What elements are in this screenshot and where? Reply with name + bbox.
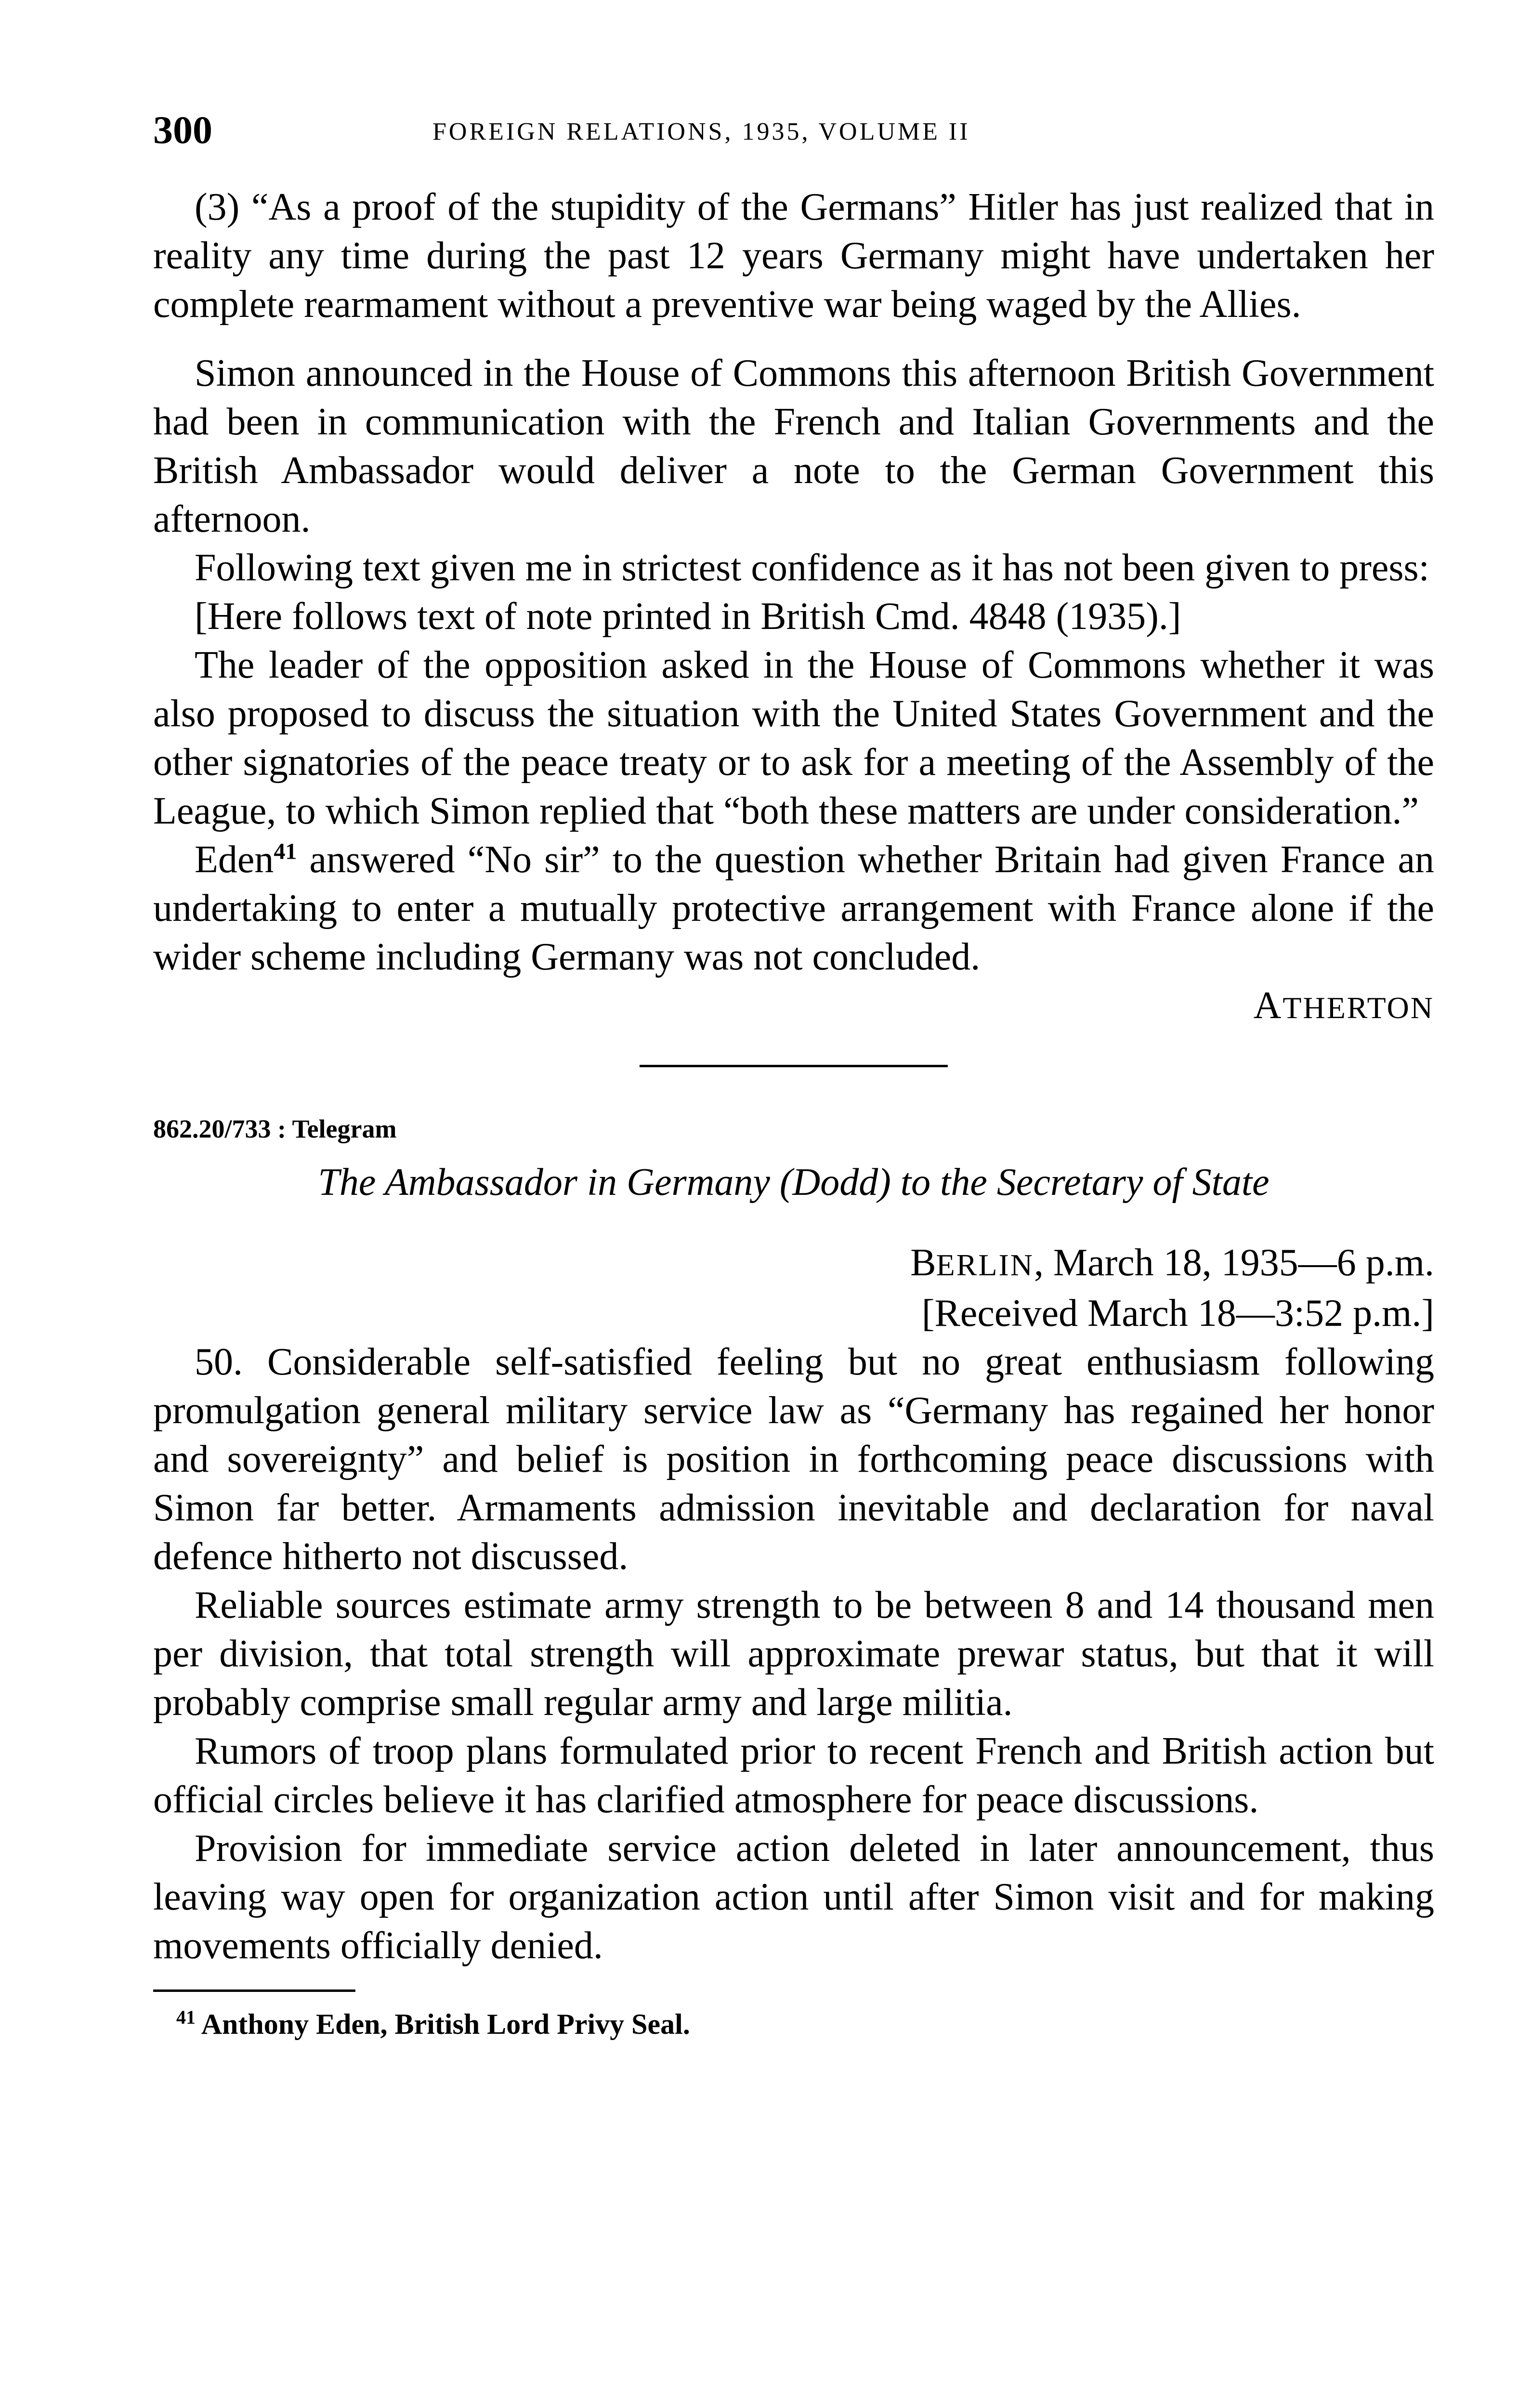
page-number: 300 — [153, 108, 212, 152]
footnote-divider — [153, 1989, 355, 1992]
footnote-41 — [153, 2002, 1434, 2046]
file-number: 862.20/733 : Telegram — [153, 1114, 397, 1143]
paragraph-service-action: Provision for immediate service action deleted in later announcement, thus leaving way open for organization action until after Simon visit and for making movements officially denied. — [153, 1827, 1434, 1967]
paragraph-eden-answer — [153, 836, 1434, 982]
paragraph-note-reference: [Here follows text of note printed in British Cmd. 4848 (1935).] — [195, 595, 1181, 638]
paragraph-military-service-law: 50. Considerable self-satisfied feeling but no great enthusiasm following promulgation general military service law as “Germany has regained her honor and sovereignty” and belief is position in forthcoming peace discussions with Simon far better. Armaments admission inevitable and declaration for naval defence hitherto not discussed. — [153, 1341, 1434, 1578]
paragraph-simon-announcement: Simon announced in the House of Commons this afternoon British Government had been in communication with the French and Italian Governments and the British Ambassador would deliver a note to the German Government this afternoon. — [153, 352, 1434, 540]
eden-answer-text: answered “No sir” to the question whether Britain had given France an undertaking to enter a mutually protective arrangement with France alone if the wider scheme including Germany was not concluded. — [153, 838, 1434, 978]
paragraph-army-strength: Reliable sources estimate army strength to be between 8 and 14 thousand men per division, that total strength will approximate prewar status, but that it will probably comprise small regular army and large militia. — [153, 1584, 1434, 1724]
running-head — [153, 106, 1434, 154]
header-title: FOREIGN RELATIONS, 1935, VOLUME II — [432, 118, 970, 145]
footnote-ref-41: 41 — [274, 838, 297, 864]
paragraph-hitler-realization: (3) “As a proof of the stupidity of the Germans” Hitler has just realized that in reality any time during the past 12 years Germany might have undertaken her complete rearmament without a preventive war being waged by the Allies. — [153, 186, 1434, 326]
received-line: [Received March 18—3:52 p.m.] — [921, 1292, 1434, 1335]
paragraph-opposition-question: The leader of the opposition asked in the House of Commons whether it was also proposed to discuss the situation with the United States Government and the other signatories of the peace treaty or to ask for a meeting of the Assembly of the League, to which Simon replied that “both these matters are under consideration.” — [153, 644, 1434, 832]
document-heading: The Ambassador in Germany (Dodd) to the Secretary of State — [318, 1161, 1269, 1204]
section-divider — [640, 1065, 948, 1067]
paragraph-confidential-text: Following text given me in strictest confidence as it has not been given to press: — [195, 547, 1429, 589]
eden-name: Eden — [195, 838, 274, 881]
page-body — [153, 183, 1434, 2046]
signature-atherton: ATHERTON — [1253, 984, 1434, 1027]
footnote-text: Anthony Eden, British Lord Privy Seal. — [196, 2008, 690, 2040]
paragraph-troop-rumors: Rumors of troop plans formulated prior to recent French and British action but official circles believe it has clarified atmosphere for peace discussions. — [153, 1730, 1434, 1821]
footnote-mark: 41 — [176, 2006, 196, 2028]
dateline: BERLIN, March 18, 1935—6 p.m. — [910, 1242, 1434, 1284]
